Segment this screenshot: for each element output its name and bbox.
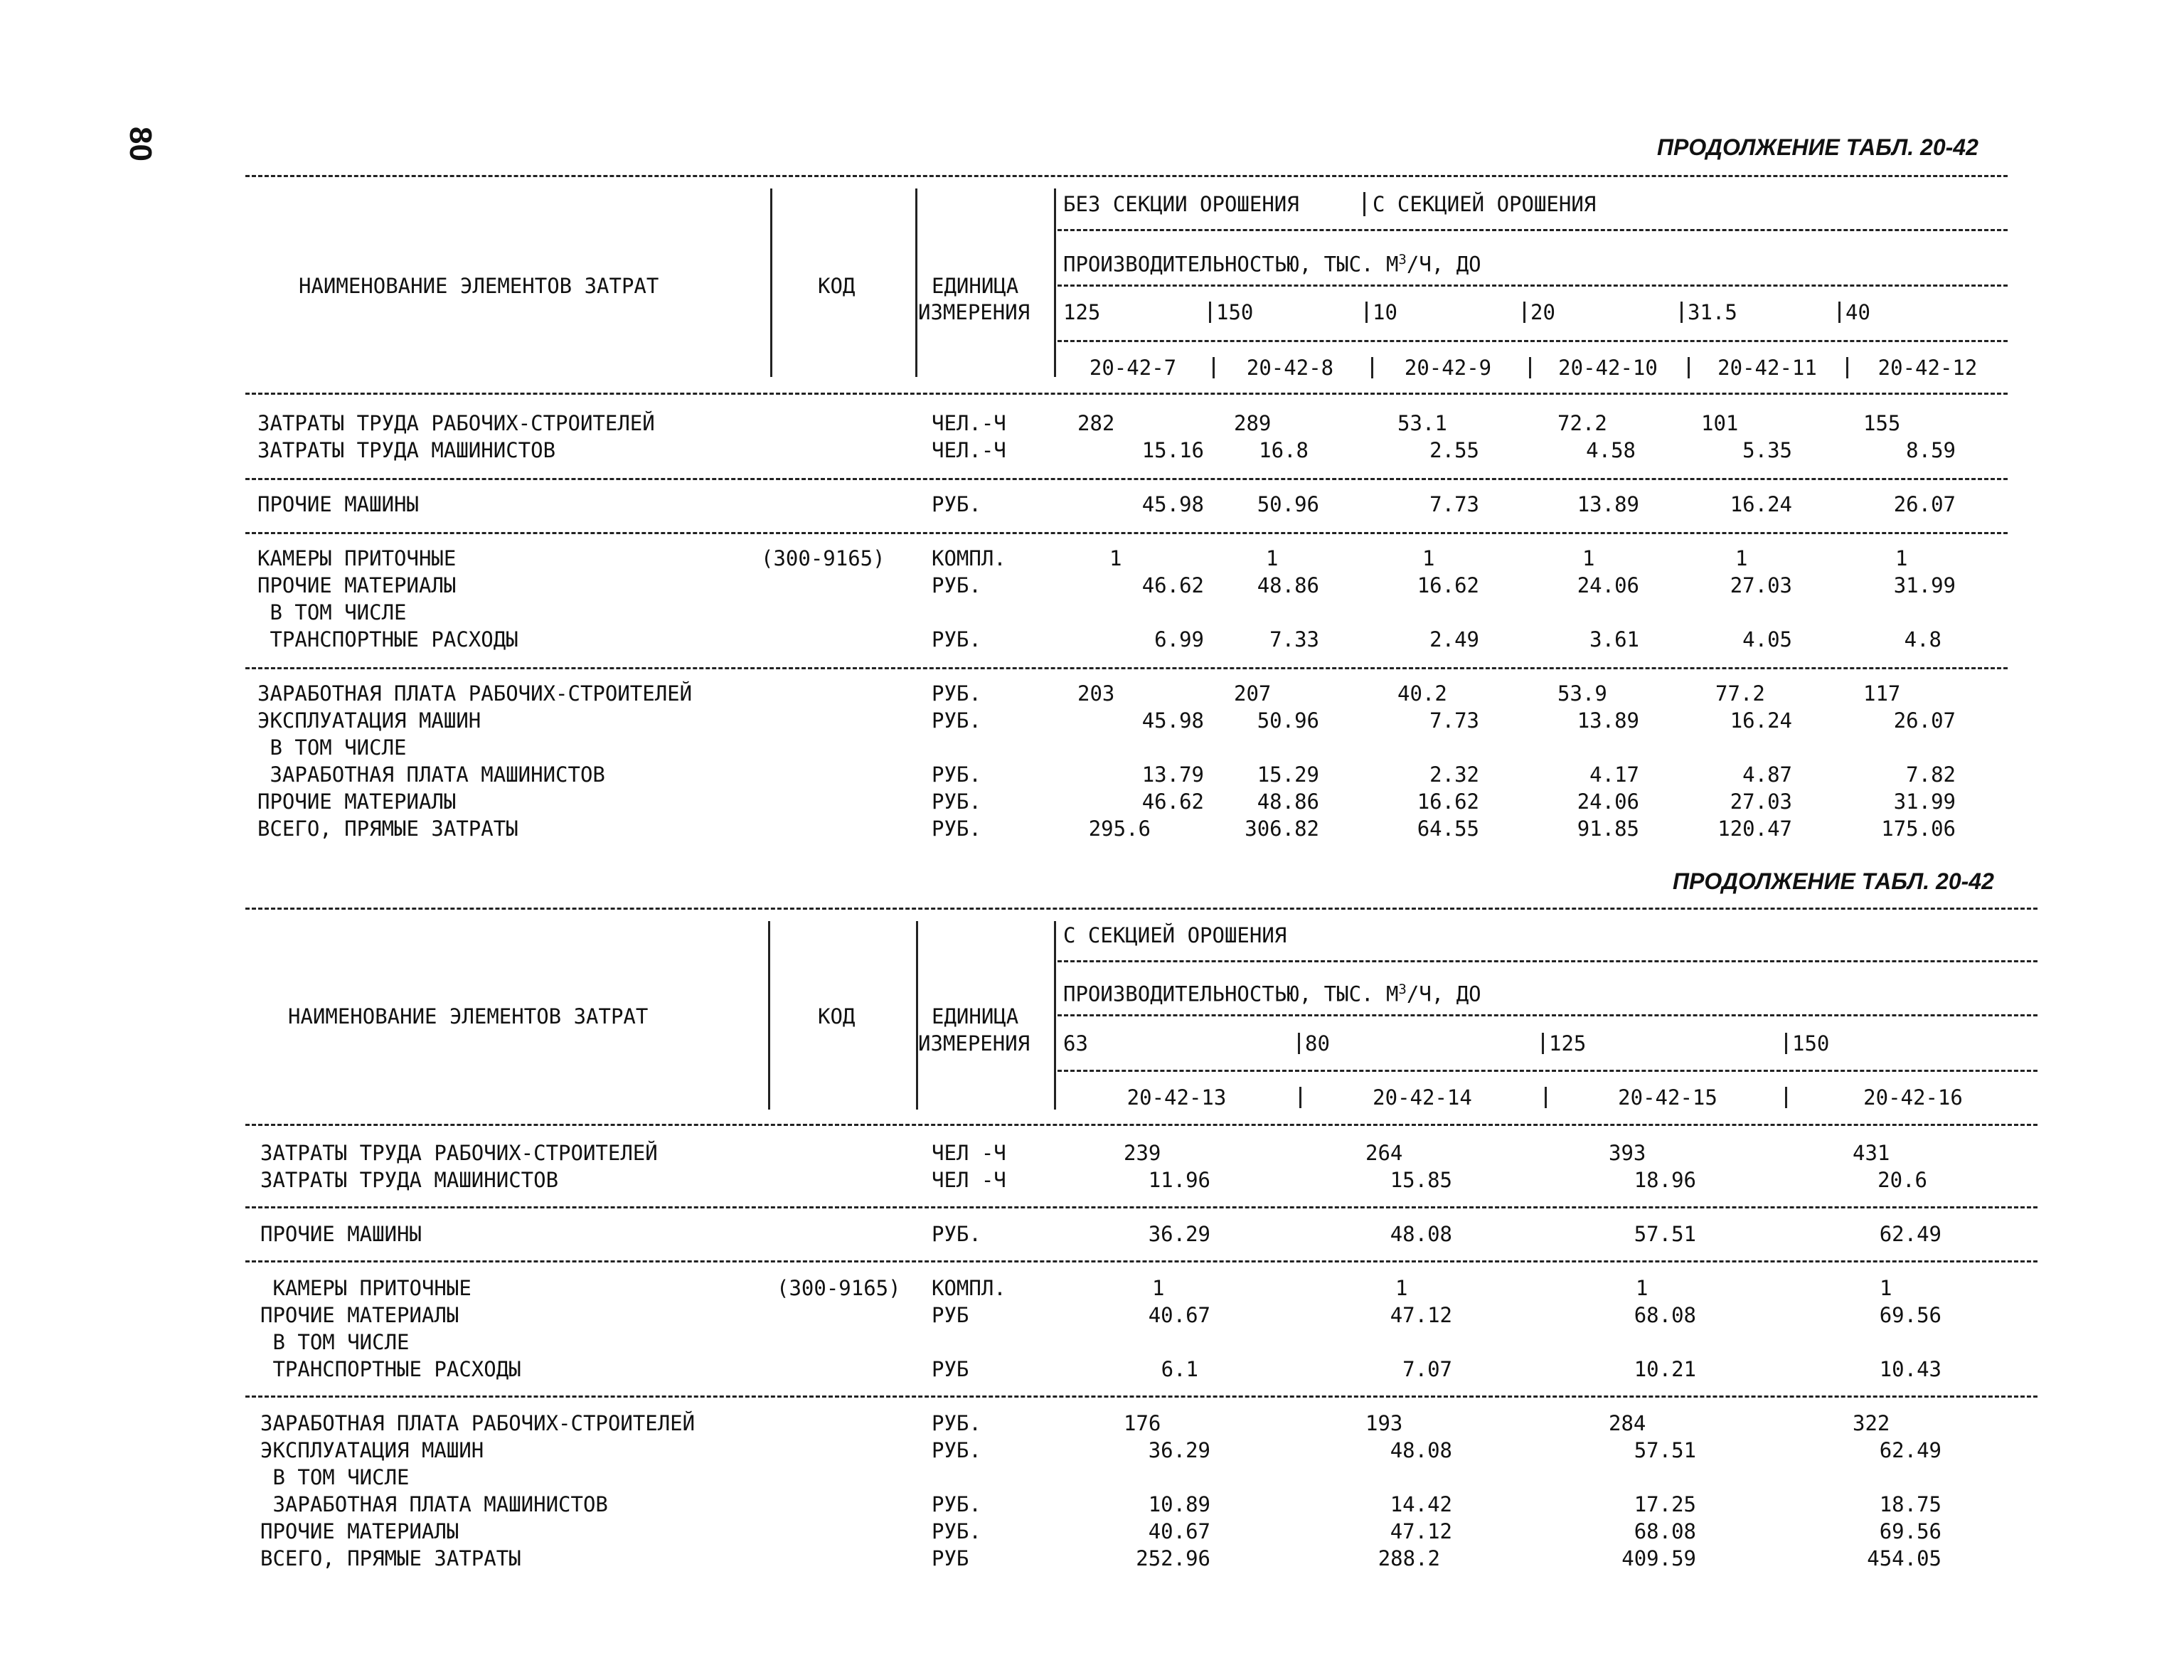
table2-capacity-3: 125: [1549, 1031, 1587, 1056]
table1-cell: 2.49: [1429, 627, 1479, 652]
table2-row-unit: РУБ: [932, 1303, 969, 1327]
table2-cell: 69.56: [1879, 1303, 1941, 1327]
table2-cap-sep-3: [1542, 1033, 1544, 1054]
table2-group-with: С СЕКЦИЕЙ ОРОШЕНИЯ: [1063, 923, 1287, 947]
table2-cell: 288.2: [1378, 1546, 1440, 1570]
table1-cell: 53.9: [1557, 681, 1607, 706]
table1-row-label: ПРОЧИЕ МАТЕРИАЛЫ: [257, 790, 457, 814]
table1-row-unit: РУБ.: [932, 492, 981, 516]
table1-cell: 13.79: [1141, 762, 1204, 787]
table1-row-unit: РУБ.: [932, 573, 981, 597]
table1-row-unit: ЧЕЛ.-Ч: [932, 438, 1006, 462]
table2-cap-sep-2: [1298, 1033, 1300, 1054]
table2-name-sep: [768, 921, 770, 1110]
table1-code-4: 20-42-10: [1558, 356, 1658, 380]
table2-capacity-2: 80: [1305, 1031, 1330, 1056]
table1-row-label: ЗАТРАТЫ ТРУДА МАШИНИСТОВ: [257, 438, 556, 462]
table2-rule: [245, 1260, 2037, 1262]
table1-cap-sep-2: [1209, 302, 1211, 323]
table2-row-unit: РУБ.: [932, 1222, 981, 1246]
table2-row-label: ЭКСПЛУАТАЦИЯ МАШИН: [260, 1438, 484, 1462]
table2-unit-sep: [1054, 921, 1056, 1110]
table2-rule: [245, 1395, 2037, 1398]
table1-cell: 46.62: [1141, 790, 1204, 814]
table2-top-rule: [245, 908, 2037, 910]
table1-cell: 1: [1582, 546, 1595, 570]
table1-capacity-4: 20: [1530, 300, 1555, 324]
table1-cell: 40.2: [1397, 681, 1447, 706]
table2-row-unit: РУБ: [932, 1357, 969, 1381]
table1-cell: 4.17: [1589, 762, 1639, 787]
table1-cell: 5.35: [1742, 438, 1792, 462]
table2-cell: 62.49: [1879, 1438, 1941, 1462]
table2-cell: 69.56: [1879, 1519, 1941, 1543]
table2-row-label: ПРОЧИЕ МАТЕРИАЛЫ: [260, 1303, 459, 1327]
table1-cell: 53.1: [1397, 411, 1447, 435]
table1-cell: 16.24: [1730, 708, 1792, 733]
table2-cell: 36.29: [1148, 1438, 1210, 1462]
table2-row-label: В ТОМ ЧИСЛЕ: [260, 1465, 410, 1489]
table1-row-label: ВСЕГО, ПРЯМЫЕ ЗАТРАТЫ: [257, 817, 518, 841]
table2-row-unit: РУБ.: [932, 1411, 981, 1435]
table2-cell: 284: [1609, 1411, 1646, 1435]
table1-group-without: БЕЗ СЕКЦИИ ОРОШЕНИЯ: [1063, 192, 1299, 216]
table1-unit-sep: [1054, 188, 1056, 377]
table1-cell: 45.98: [1141, 708, 1204, 733]
table2-codes-sep-4: [1785, 1087, 1787, 1108]
table2-cell: 393: [1609, 1141, 1646, 1165]
table2-row-unit: РУБ.: [932, 1438, 981, 1462]
table1-capacity-2: 150: [1216, 300, 1254, 324]
table2-cell: 1: [1395, 1276, 1408, 1300]
table2-code-1: 20-42-13: [1126, 1085, 1227, 1110]
table2-cell: 47.12: [1390, 1519, 1452, 1543]
table1-capacity-6: 40: [1845, 300, 1870, 324]
table2-cell: 1: [1636, 1276, 1648, 1300]
table2-cell: 40.67: [1148, 1519, 1210, 1543]
table1-cell: 16.62: [1417, 573, 1479, 597]
table1-row-unit: РУБ.: [932, 627, 981, 652]
table1-row-unit: РУБ.: [932, 817, 981, 841]
table1-rule: [245, 478, 2008, 480]
table1-cell: 2.32: [1429, 762, 1479, 787]
table2-cell: 264: [1365, 1141, 1403, 1165]
table1-cell: 27.03: [1730, 790, 1792, 814]
table2-row-unit: РУБ: [932, 1546, 969, 1570]
table2-cap-sep-4: [1785, 1033, 1787, 1054]
table1-cell: 2.55: [1429, 438, 1479, 462]
table2-cell: 57.51: [1634, 1438, 1696, 1462]
table1-cell: 7.73: [1429, 492, 1479, 516]
table1-cell: 4.58: [1586, 438, 1636, 462]
table2-unit-header-1: ЕДИНИЦА: [932, 1004, 1019, 1028]
table2-rule: [245, 1206, 2037, 1208]
table1-cap-sep-3: [1365, 302, 1368, 323]
table1-cell: 1: [1895, 546, 1908, 570]
continuation-label-1: ПРОДОЛЖЕНИЕ ТАБЛ. 20-42: [1657, 134, 1978, 160]
table2-row-label: ПРОЧИЕ МАТЕРИАЛЫ: [260, 1519, 459, 1543]
table2-code-2: 20-42-14: [1373, 1085, 1472, 1110]
table1-top-rule: [245, 175, 2008, 177]
table2-cell: 57.51: [1634, 1222, 1696, 1246]
table1-cell: 306.82: [1245, 817, 1319, 841]
table1-cell: 13.89: [1577, 492, 1639, 516]
table1-cap-sep-4: [1523, 302, 1525, 323]
table1-row-code: (300-9165): [761, 546, 885, 570]
page-number: 80: [123, 127, 158, 161]
table2-code-4: 20-42-16: [1863, 1085, 1963, 1110]
table2-cell: 1: [1880, 1276, 1892, 1300]
table1-cell: 91.85: [1577, 817, 1639, 841]
table2-cell: 48.08: [1390, 1438, 1452, 1462]
table1-rule: [245, 532, 2008, 534]
table1-cell: 24.06: [1577, 573, 1639, 597]
table2-row-unit: ЧЕЛ -Ч: [932, 1168, 1006, 1192]
table1-cell: 45.98: [1141, 492, 1204, 516]
table1-capacity-1: 125: [1063, 300, 1101, 324]
table2-row-label: КАМЕРЫ ПРИТОЧНЫЕ: [260, 1276, 472, 1300]
table1-cell: 16.8: [1259, 438, 1309, 462]
table1-row-label: В ТОМ ЧИСЛЕ: [257, 735, 407, 760]
table1-name-sep: [770, 188, 772, 377]
table1-group-with: С СЕКЦИЕЙ ОРОШЕНИЯ: [1373, 192, 1597, 216]
table2-cell: 176: [1124, 1411, 1161, 1435]
table2-row-label: ВСЕГО, ПРЯМЫЕ ЗАТРАТЫ: [260, 1546, 521, 1570]
table2-cell: 14.42: [1390, 1492, 1452, 1516]
table2-cell: 322: [1853, 1411, 1890, 1435]
table2-row-code: (300-9165): [777, 1276, 901, 1300]
table2-cell: 10.89: [1148, 1492, 1210, 1516]
table1-row-label: ЭКСПЛУАТАЦИЯ МАШИН: [257, 708, 481, 733]
table2-cell: 17.25: [1634, 1492, 1696, 1516]
table1-capacity-3: 10: [1373, 300, 1397, 324]
table1-row-unit: ЧЕЛ.-Ч: [932, 411, 1006, 435]
table1-cell: 8.59: [1906, 438, 1956, 462]
table1-cell: 13.89: [1577, 708, 1639, 733]
table1-cell: 295.6: [1088, 817, 1151, 841]
table1-cell: 101: [1701, 411, 1739, 435]
table2-row-label: В ТОМ ЧИСЛЕ: [260, 1330, 410, 1354]
table1-group-sep: [1363, 192, 1365, 216]
table1-cell: 72.2: [1557, 411, 1607, 435]
table1-capacity-5: 31.5: [1688, 300, 1737, 324]
table1-cell: 46.62: [1141, 573, 1204, 597]
table2-cell: 6.1: [1161, 1357, 1198, 1381]
table1-row-label: ЗАТРАТЫ ТРУДА РАБОЧИХ-СТРОИТЕЛЕЙ: [257, 411, 655, 435]
table1-cell: 282: [1077, 411, 1115, 435]
table1-cell: 203: [1077, 681, 1115, 706]
table1-cell: 16.62: [1417, 790, 1479, 814]
table1-name-header: НАИМЕНОВАНИЕ ЭЛЕМЕНТОВ ЗАТРАТ: [299, 274, 659, 298]
table1-row-label: В ТОМ ЧИСЛЕ: [257, 600, 407, 624]
table2-header-bottom-rule: [245, 1124, 2037, 1126]
table1-code-6: 20-42-12: [1877, 356, 1978, 380]
table1-cell: 48.86: [1257, 573, 1319, 597]
table2-code-sep: [916, 921, 918, 1110]
table1-cell: 175.06: [1881, 817, 1956, 841]
table2-cell: 18.96: [1634, 1168, 1696, 1192]
table1-cell: 4.8: [1904, 627, 1941, 652]
table1-cap-rule: [1058, 340, 2008, 342]
table2-cell: 10.21: [1634, 1357, 1696, 1381]
table1-performance-header: ПРОИЗВОДИТЕЛЬНОСТЬЮ, ТЫС. $М^3/Ч$, ДО: [1063, 252, 1481, 277]
table2-performance-header: ПРОИЗВОДИТЕЛЬНОСТЬЮ, ТЫС. $М^3/Ч$, ДО: [1063, 982, 1481, 1006]
table2-code-3: 20-42-15: [1618, 1085, 1717, 1110]
table2-cell: 252.96: [1136, 1546, 1210, 1570]
table1-cell: 117: [1863, 681, 1901, 706]
table1-cap-sep-5: [1680, 302, 1683, 323]
table1-code-header: КОД: [818, 274, 856, 298]
table2-cell: 11.96: [1148, 1168, 1210, 1192]
table2-cell: 47.12: [1390, 1303, 1452, 1327]
table2-cell: 48.08: [1390, 1222, 1452, 1246]
table1-cap-sep-6: [1838, 302, 1841, 323]
table1-row-unit: КОМПЛ.: [932, 546, 1006, 570]
table2-row-unit: РУБ.: [932, 1492, 981, 1516]
table2-row-unit: КОМПЛ.: [932, 1276, 1006, 1300]
table1-cell: 7.73: [1429, 708, 1479, 733]
table2-cell: 20.6: [1877, 1168, 1927, 1192]
table1-cell: 48.86: [1257, 790, 1319, 814]
table2-row-label: ПРОЧИЕ МАШИНЫ: [260, 1222, 422, 1246]
table2-row-label: ТРАНСПОРТНЫЕ РАСХОДЫ: [260, 1357, 521, 1381]
table1-code-5: 20-42-11: [1717, 356, 1817, 380]
table2-row-label: ЗАТРАТЫ ТРУДА МАШИНИСТОВ: [260, 1168, 559, 1192]
table1-row-unit: РУБ.: [932, 681, 981, 706]
table1-cell: 1: [1266, 546, 1279, 570]
table1-header-bottom-rule: [245, 393, 2008, 395]
table2-capacity-1: 63: [1063, 1031, 1088, 1056]
table1-cell: 16.24: [1730, 492, 1792, 516]
table1-row-label: ПРОЧИЕ МАШИНЫ: [257, 492, 419, 516]
table1-cell: 120.47: [1717, 817, 1792, 841]
table1-cell: 26.07: [1893, 708, 1956, 733]
table1-row-unit: РУБ.: [932, 708, 981, 733]
table2-row-label: ЗАТРАТЫ ТРУДА РАБОЧИХ-СТРОИТЕЛЕЙ: [260, 1141, 658, 1165]
table2-cell: 409.59: [1621, 1546, 1696, 1570]
table1-cell: 15.16: [1141, 438, 1204, 462]
table2-group-rule: [1058, 960, 2037, 962]
table2-cell: 62.49: [1879, 1222, 1941, 1246]
table2-code-header: КОД: [818, 1004, 856, 1028]
table1-cell: 1: [1735, 546, 1748, 570]
table1-cell: 289: [1234, 411, 1272, 435]
table2-cell: 239: [1124, 1141, 1161, 1165]
table2-capacity-4: 150: [1792, 1031, 1830, 1056]
table1-cell: 50.96: [1257, 708, 1319, 733]
table1-row-label: КАМЕРЫ ПРИТОЧНЫЕ: [257, 546, 457, 570]
table1-cell: 1: [1422, 546, 1435, 570]
table2-cap-rule: [1058, 1070, 2037, 1072]
table1-cell: 1: [1109, 546, 1122, 570]
table1-cell: 50.96: [1257, 492, 1319, 516]
table1-code-1: 20-42-7: [1089, 356, 1177, 380]
table2-row-unit: ЧЕЛ -Ч: [932, 1141, 1006, 1165]
table2-cell: 10.43: [1879, 1357, 1941, 1381]
table1-row-label: ПРОЧИЕ МАТЕРИАЛЫ: [257, 573, 457, 597]
table1-code-2: 20-42-8: [1246, 356, 1334, 380]
table1-cell: 15.29: [1257, 762, 1319, 787]
table1-cell: 4.05: [1742, 627, 1792, 652]
table1-row-unit: РУБ.: [932, 762, 981, 787]
table1-rule: [245, 667, 2008, 669]
table2-cell: 454.05: [1867, 1546, 1941, 1570]
table2-row-label: ЗАРАБОТНАЯ ПЛАТА МАШИНИСТОВ: [260, 1492, 608, 1516]
continuation-label-2: ПРОДОЛЖЕНИЕ ТАБЛ. 20-42: [1673, 868, 1994, 894]
table1-code-sep: [915, 188, 917, 377]
table2-cell: 15.85: [1390, 1168, 1452, 1192]
table2-cell: 1: [1152, 1276, 1165, 1300]
table2-unit-header-2: ИЗМЕРЕНИЯ: [918, 1031, 1030, 1056]
table1-row-label: ЗАРАБОТНАЯ ПЛАТА РАБОЧИХ-СТРОИТЕЛЕЙ: [257, 681, 693, 706]
table1-cell: 4.87: [1742, 762, 1792, 787]
table1-cell: 24.06: [1577, 790, 1639, 814]
table2-cell: 7.07: [1402, 1357, 1452, 1381]
table2-cell: 68.08: [1634, 1519, 1696, 1543]
table1-cell: 64.55: [1417, 817, 1479, 841]
table2-cell: 40.67: [1148, 1303, 1210, 1327]
table1-cell: 207: [1234, 681, 1272, 706]
table1-cell: 27.03: [1730, 573, 1792, 597]
table2-cell: 36.29: [1148, 1222, 1210, 1246]
table1-row-unit: РУБ.: [932, 790, 981, 814]
table1-cell: 31.99: [1893, 573, 1956, 597]
table2-cell: 18.75: [1879, 1492, 1941, 1516]
table1-cell: 7.33: [1269, 627, 1319, 652]
table1-unit-header-1: ЕДИНИЦА: [932, 274, 1019, 298]
table1-cell: 31.99: [1893, 790, 1956, 814]
table1-row-label: ТРАНСПОРТНЫЕ РАСХОДЫ: [257, 627, 518, 652]
table1-cell: 7.82: [1906, 762, 1956, 787]
table2-name-header: НАИМЕНОВАНИЕ ЭЛЕМЕНТОВ ЗАТРАТ: [288, 1004, 649, 1028]
table1-row-label: ЗАРАБОТНАЯ ПЛАТА МАШИНИСТОВ: [257, 762, 605, 787]
table1-cell: 26.07: [1893, 492, 1956, 516]
table1-perf-rule: [1058, 285, 2008, 287]
table1-cell: 6.99: [1154, 627, 1204, 652]
table1-cell: 77.2: [1715, 681, 1765, 706]
table1-group-rule: [1058, 229, 2008, 231]
table2-cell: 68.08: [1634, 1303, 1696, 1327]
table2-perf-rule: [1058, 1014, 2037, 1016]
table1-cell: 3.61: [1589, 627, 1639, 652]
table1-code-3: 20-42-9: [1404, 356, 1492, 380]
table1-unit-header-2: ИЗМЕРЕНИЯ: [918, 300, 1030, 324]
table2-cell: 193: [1365, 1411, 1403, 1435]
table2-cell: 431: [1853, 1141, 1890, 1165]
table1-cell: 155: [1863, 411, 1901, 435]
table2-row-unit: РУБ.: [932, 1519, 981, 1543]
table2-row-label: ЗАРАБОТНАЯ ПЛАТА РАБОЧИХ-СТРОИТЕЛЕЙ: [260, 1411, 696, 1435]
